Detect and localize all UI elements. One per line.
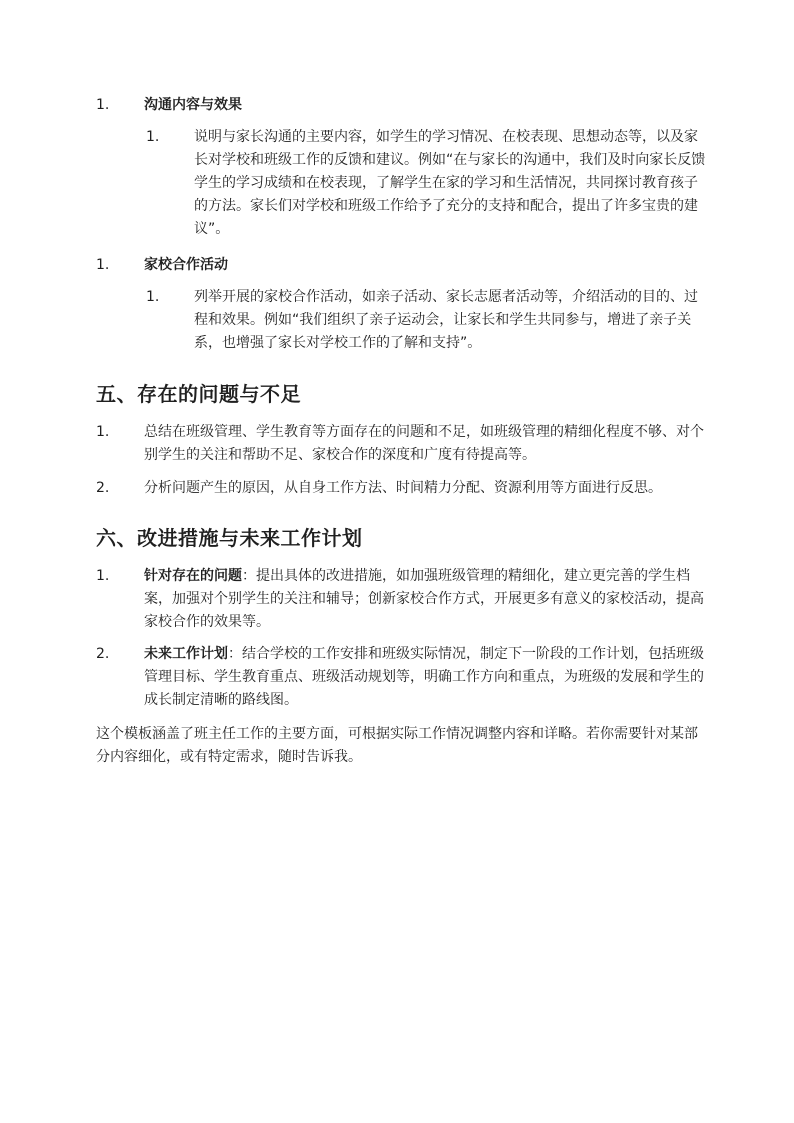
list-number: 1. [146,129,160,145]
list-label: 针对存在的问题 [144,568,242,584]
list-text [144,643,704,712]
section-heading: 五、存在的问题与不足 [96,382,301,406]
list-body: ：提出具体的改进措施，如加强班级管理的精细化，建立更完善的学生档案，加强对个别学生的关注和辅导；创新家校合作方式，开展更多有意义的家校活动，提高家校合作的效果等。 [144,568,704,630]
list-number: 1. [96,568,110,584]
list-heading: 家校合作活动 [144,257,228,273]
list-number: 1. [96,97,110,113]
closing-paragraph: 这个模板涵盖了班主任工作的主要方面，可根据实际工作情况调整内容和详略。若你需要针对某部分内容细化，或有特定需求，随时告诉我。 [96,726,698,765]
list-number: 1. [146,289,160,305]
section-heading: 六、改进措施与未来工作计划 [96,526,363,550]
list-number: 1. [96,257,110,273]
list-body: ：结合学校的工作安排和班级实际情况，制定下一阶段的工作计划，包括班级管理目标、学生教育重点、班级活动规划等，明确工作方向和重点，为班级的发展和学生的成长制定清晰的路线图。 [144,646,704,708]
list-text: 分析问题产生的原因，从自身工作方法、时间精力分配、资源利用等方面进行反思。 [144,480,662,496]
list-number: 2. [96,480,110,496]
list-number: 1. [96,424,110,440]
list-heading: 沟通内容与效果 [144,97,242,113]
list-text: 列举开展的家校合作活动，如亲子活动、家长志愿者活动等，介绍活动的目的、过程和效果。例如“我们组织了亲子运动会，让家长和学生共同参与，增进了亲子关系，也增强了家长对学校工作的了解和支持”。 [194,289,698,351]
list-text: 总结在班级管理、学生教育等方面存在的问题和不足，如班级管理的精细化程度不够、对个别学生的关注和帮助不足、家校合作的深度和广度有待提高等。 [144,424,704,463]
list-text [144,565,704,634]
list-text: 说明与家长沟通的主要内容，如学生的学习情况、在校表现、思想动态等，以及家长对学校和班级工作的反馈和建议。例如“在与家长的沟通中，我们及时向家长反馈学生的学习成绩和在校表现，了解学生在家的学习和生活情况，共同探讨教育孩子的方法。家长们对学校和班级工作给予了充分的支持和配合，提出了许多宝贵的建议”。 [194,129,706,237]
list-label: 未来工作计划 [144,646,228,662]
list-number: 2. [96,646,110,662]
